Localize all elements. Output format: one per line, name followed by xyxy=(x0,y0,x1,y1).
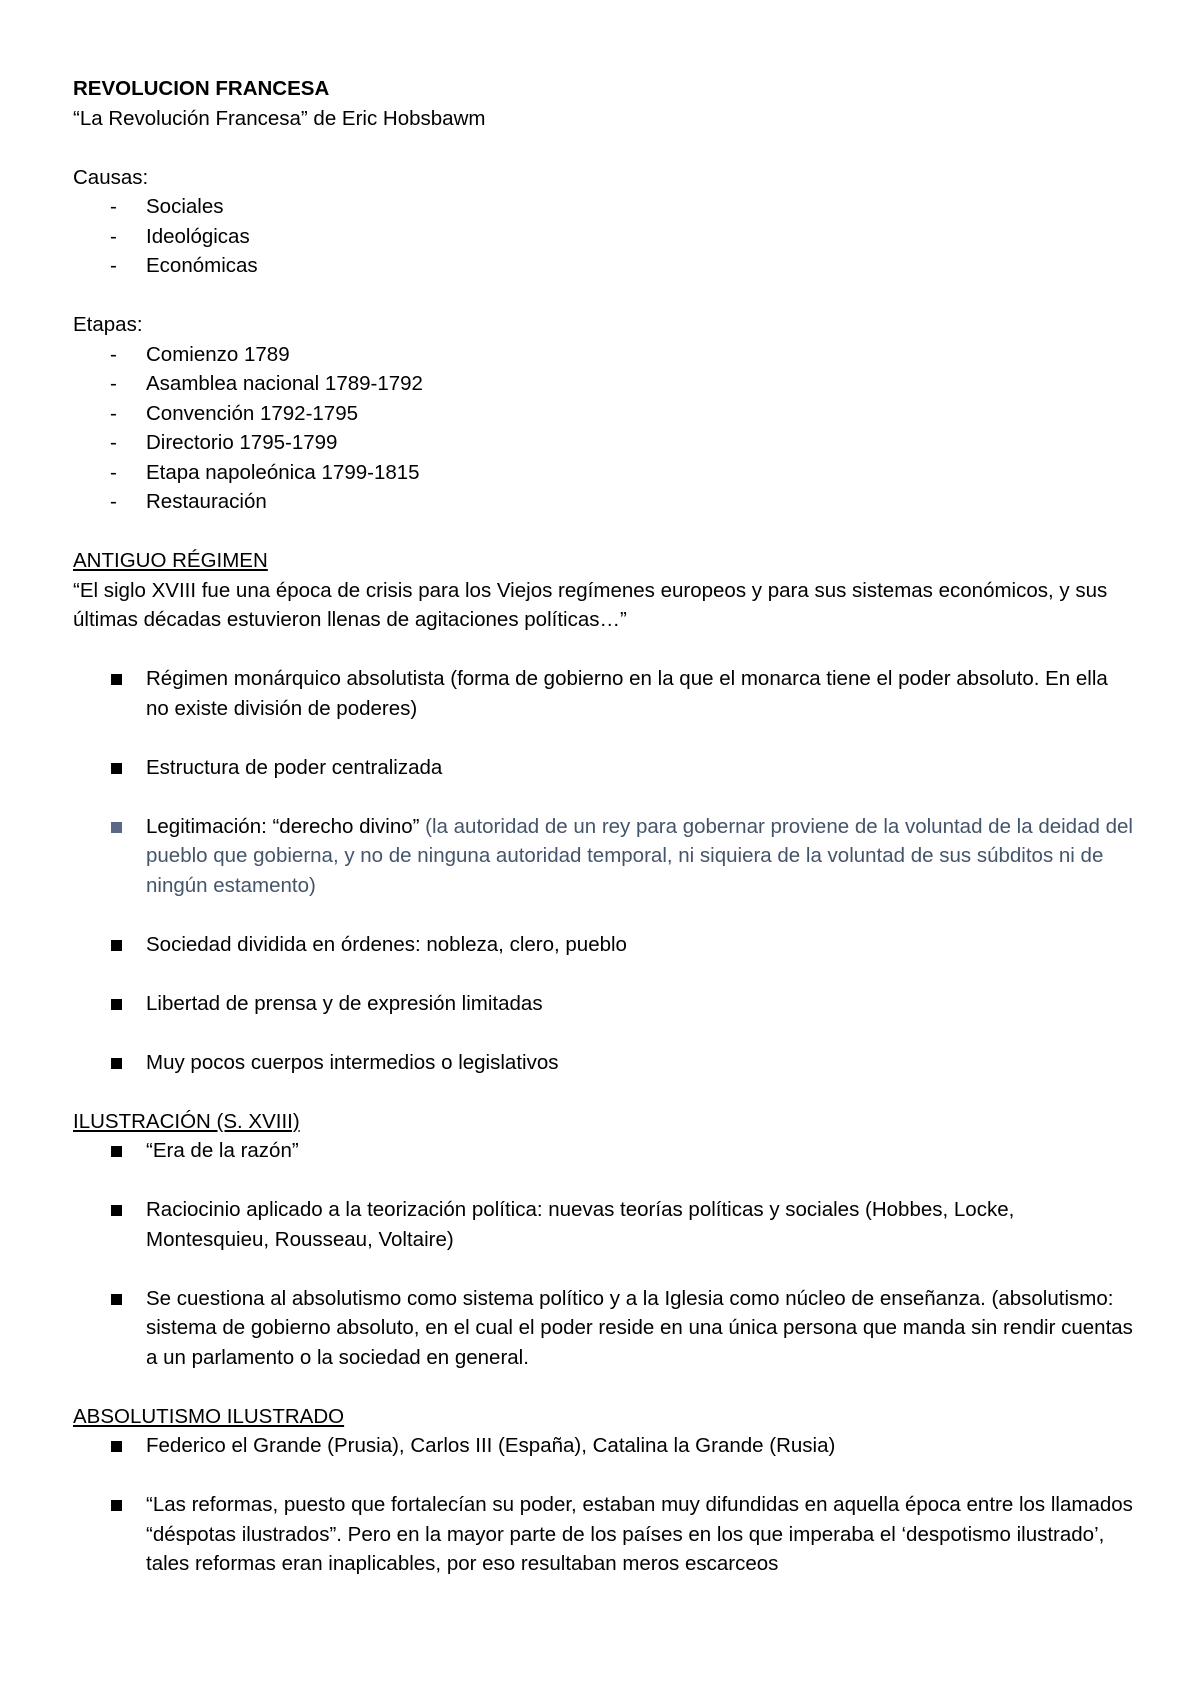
spacer xyxy=(73,635,1133,665)
legitimacion-note: (la autoridad de un rey para gobernar proviene de la voluntad de la deidad del pueblo que gobierna, y no de ninguna autoridad temporal, ni siquiera de la voluntad de sus súbditos ni de ningún estamento) xyxy=(146,814,1133,897)
list-item xyxy=(73,1431,1133,1461)
dash-marker: - xyxy=(110,224,117,248)
antiguo-regimen-quote: “El siglo XVIII fue una época de crisis para los Viejos regímenes europeos y para sus sistemas económicos, y sus últimas décadas estuvieron llenas de agitaciones políticas…” xyxy=(73,578,1108,631)
dash-marker: - xyxy=(110,342,117,366)
spacer xyxy=(73,517,1133,547)
list-item xyxy=(73,1284,1133,1373)
list-item xyxy=(73,1048,1133,1078)
square-bullet-icon xyxy=(111,1441,122,1452)
square-bullet-icon xyxy=(111,674,122,685)
square-bullet-icon xyxy=(111,1294,122,1305)
absolutismo-ilustrado-list xyxy=(73,1431,1133,1579)
square-bullet-icon xyxy=(111,999,122,1010)
ilustracion-list xyxy=(73,1136,1133,1372)
list-item-text: Estructura de poder centralizada xyxy=(146,755,443,779)
spacer xyxy=(73,1372,1133,1402)
list-item xyxy=(73,222,1133,252)
section-heading-ilustracion: ILUSTRACIÓN (S. XVIII) xyxy=(73,1109,300,1133)
list-item-text: Libertad de prensa y de expresión limitadas xyxy=(146,991,543,1015)
square-bullet-icon xyxy=(111,1500,122,1511)
dash-marker: - xyxy=(110,372,117,395)
list-item xyxy=(73,192,1133,222)
list-item-text: Se cuestiona al absolutismo como sistema político y a la Iglesia como núcleo de enseñanza. (absolutismo: sistema de gobierno absoluto, en el cual el poder reside en una única persona que manda sin rendir cuentas a un parlamento o la sociedad en general. xyxy=(146,1286,1133,1369)
dash-marker: - xyxy=(110,195,117,218)
list-item-text: Muy pocos cuerpos intermedios o legislativos xyxy=(146,1050,559,1074)
square-bullet-icon xyxy=(111,940,122,951)
list-item-text: Comienzo 1789 xyxy=(146,342,290,366)
list-item xyxy=(73,487,1133,517)
list-item-text: “Las reformas, puesto que fortalecían su poder, estaban muy difundidas en aquella época entre los llamados “déspotas ilustrados”. Pero en la mayor parte de los países en los que imperaba el ‘despotismo ilustrado’, tales reformas eran inaplicables, por eso resultaban meros escarceos xyxy=(146,1493,1133,1575)
list-item xyxy=(73,812,1133,901)
list-item-text: Sociales xyxy=(146,195,224,218)
list-item-text: Convención 1792-1795 xyxy=(146,401,358,425)
square-bullet-icon xyxy=(111,1146,122,1157)
spacer xyxy=(73,281,1133,311)
list-item-text: Régimen monárquico absolutista (forma de gobierno en la que el monarca tiene el poder absoluto. En ella no existe división de poderes) xyxy=(146,667,1108,720)
list-item xyxy=(73,1136,1133,1166)
list-item-text: Asamblea nacional 1789-1792 xyxy=(146,372,423,395)
document-page xyxy=(73,74,1133,1579)
spacer xyxy=(73,1077,1133,1107)
causas-label: Causas: xyxy=(73,165,149,189)
list-item xyxy=(73,369,1133,399)
list-item-text: Directorio 1795-1799 xyxy=(146,431,338,454)
square-bullet-icon xyxy=(111,763,122,774)
section-heading-antiguo-regimen: ANTIGUO RÉGIMEN xyxy=(73,549,268,572)
list-item-text: Raciocinio aplicado a la teorización política: nuevas teorías políticas y sociales (Hobbes, Locke, Montesquieu, Rousseau, Voltaire) xyxy=(146,1198,1015,1251)
antiguo-regimen-list xyxy=(73,664,1133,1077)
document-subtitle: “La Revolución Francesa” de Eric Hobsbawm xyxy=(73,106,486,130)
etapas-label: Etapas: xyxy=(73,313,143,336)
dash-marker: - xyxy=(110,401,117,425)
list-item xyxy=(73,428,1133,458)
causas-list xyxy=(73,192,1133,281)
document-title: REVOLUCION FRANCESA xyxy=(73,77,330,100)
list-item-text: Restauración xyxy=(146,490,267,513)
dash-marker: - xyxy=(110,254,117,277)
list-item xyxy=(73,664,1133,723)
section-heading-absolutismo-ilustrado: ABSOLUTISMO ILUSTRADO xyxy=(73,1404,345,1428)
list-item-text: Federico el Grande (Prusia), Carlos III (España), Catalina la Grande (Rusia) xyxy=(146,1434,836,1457)
list-item-text: “Era de la razón” xyxy=(146,1139,299,1162)
list-item-text: Económicas xyxy=(146,254,258,277)
list-item-text: Sociedad dividida en órdenes: nobleza, clero, pueblo xyxy=(146,932,627,956)
list-item xyxy=(73,1195,1133,1254)
dash-marker: - xyxy=(110,490,117,513)
spacer xyxy=(73,133,1133,163)
list-item xyxy=(73,930,1133,960)
list-item xyxy=(73,989,1133,1019)
square-bullet-icon xyxy=(111,1058,122,1069)
dash-marker: - xyxy=(110,460,117,484)
list-item xyxy=(73,340,1133,370)
list-item xyxy=(73,753,1133,783)
list-item xyxy=(73,1490,1133,1579)
list-item xyxy=(73,251,1133,281)
etapas-list xyxy=(73,340,1133,517)
legitimacion-label: Legitimación: “derecho divino” xyxy=(146,814,420,838)
list-item-text: Etapa napoleónica 1799-1815 xyxy=(146,460,420,484)
square-bullet-icon xyxy=(111,822,122,833)
dash-marker: - xyxy=(110,431,117,454)
square-bullet-icon xyxy=(111,1205,122,1216)
list-item xyxy=(73,458,1133,488)
list-item-text: Ideológicas xyxy=(146,224,250,248)
list-item xyxy=(73,399,1133,429)
